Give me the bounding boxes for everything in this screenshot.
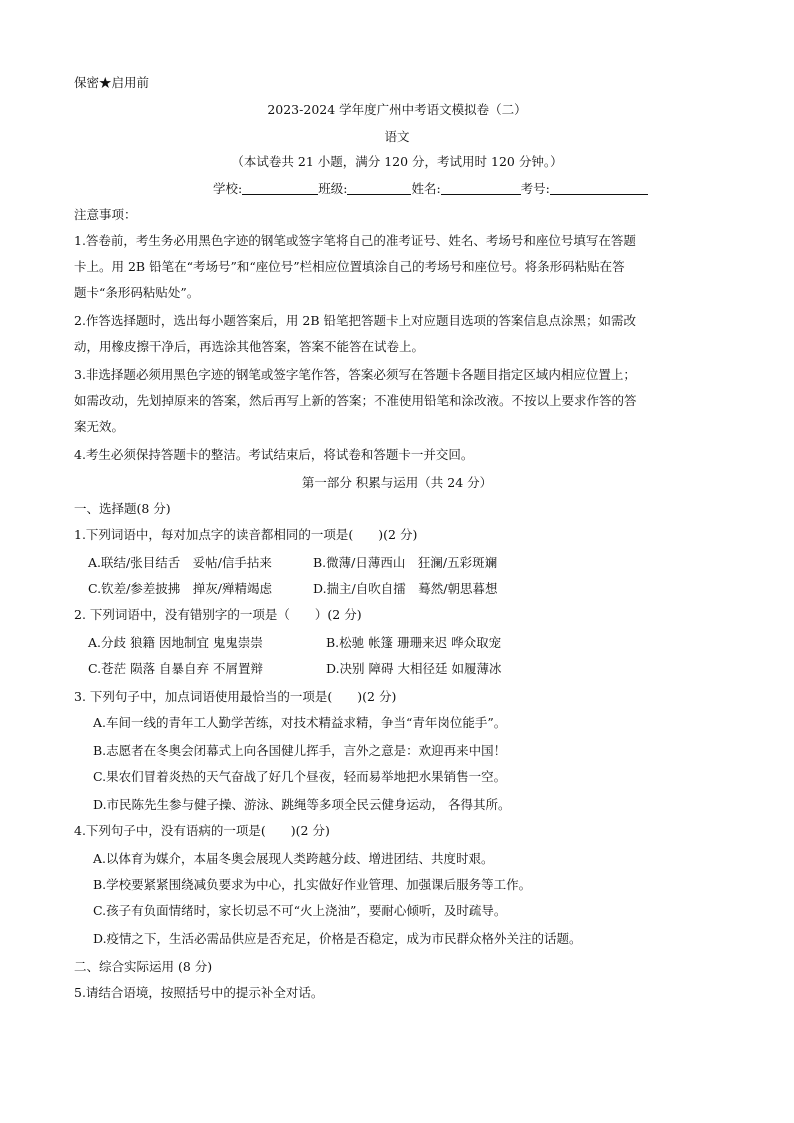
q3-option-d[interactable]: D.市民陈先生参与健子操、游泳、跳绳等多项全民云健身运动， 各得其所。 <box>93 797 511 812</box>
exam-no-label: 考号: <box>520 181 550 196</box>
confidential-label: 保密★启用前 <box>74 75 150 90</box>
student-info-row <box>213 180 648 198</box>
notice-line: 3.非选择题必须用黑色字迹的钢笔或签字笔作答，答案必须写在答题卡各题目指定区域内相应位置上； <box>74 367 636 382</box>
name-blank[interactable] <box>441 181 521 195</box>
school-blank[interactable] <box>242 181 318 195</box>
notice-line: 题卡“条形码粘贴处”。 <box>74 285 200 300</box>
exam-title: 2023-2024 学年度广州中考语文模拟卷（二） <box>267 102 527 117</box>
q4-option-d[interactable]: D.疫情之下，生活必需品供应是否充足，价格是否稳定，成为市民群众格外关注的话题。 <box>93 931 582 946</box>
exam-no-blank[interactable] <box>550 181 648 195</box>
q1-option-b[interactable]: B.微薄/日薄西山 狂澜/五彩斑斓 <box>313 555 498 570</box>
q2-option-b[interactable]: B.松驰 帐篷 珊珊来迟 哗众取宠 <box>326 635 502 650</box>
q3-stem: 3. 下列句子中，加点词语使用最恰当的一项是( )(2 分) <box>74 689 397 704</box>
q3-option-c[interactable]: C.果农们冒着炎热的天气奋战了好几个昼夜，轻而易举地把水果销售一空。 <box>93 769 507 784</box>
class-label: 班级: <box>318 181 348 196</box>
subject-label: 语文 <box>384 129 410 144</box>
q2-option-a[interactable]: A.分歧 狼籍 因地制宜 鬼鬼崇崇 <box>88 635 263 650</box>
q2-stem: 2. 下列词语中，没有错别字的一项是（ ）(2 分) <box>74 607 362 622</box>
notice-heading: 注意事项： <box>74 207 137 222</box>
notice-line: 1.答卷前，考生务必用黑色字迹的钢笔或签字笔将自己的准考证号、姓名、考场号和座位号填写在答题 <box>74 233 636 248</box>
q4-option-c[interactable]: C.孩子有负面情绪时，家长切忌不可“火上浇油”，要耐心倾听，及时疏导。 <box>93 903 507 918</box>
name-label: 姓名: <box>411 181 441 196</box>
notice-line: 如需改动，先划掉原来的答案，然后再写上新的答案；不准使用铅笔和涂改液。不按以上要求作答的答 <box>74 393 637 408</box>
q4-option-a[interactable]: A.以体育为媒介，本届冬奥会展现人类跨越分歧、增进团结、共度时艰。 <box>93 851 494 866</box>
q2-option-c[interactable]: C.苍茫 陨落 自暴自弃 不屑置辩 <box>88 661 264 676</box>
section1-heading: 一、选择题(8 分) <box>74 501 171 516</box>
q2-option-d[interactable]: D.决别 障碍 大相径廷 如履薄冰 <box>326 661 502 676</box>
section2-heading: 二、综合实际运用 (8 分) <box>74 959 213 974</box>
notice-line: 卡上。用 2B 铅笔在“考场号”和“座位号”栏相应位置填涂自己的考场号和座位号。将条形码粘贴在答 <box>74 259 625 274</box>
class-blank[interactable] <box>347 181 411 195</box>
q1-option-d[interactable]: D.揣主/自吹自擂 蓦然/朝思暮想 <box>313 581 498 596</box>
q3-option-a[interactable]: A.车间一线的青年工人勤学苦练，对技术精益求精，争当“青年岗位能手”。 <box>93 715 507 730</box>
notice-line: 2.作答选择题时，选出每小题答案后，用 2B 铅笔把答题卡上对应题目选项的答案信息点涂黑；如需改 <box>74 313 637 328</box>
notice-line: 动，用橡皮擦干净后，再选涂其他答案，答案不能答在试卷上。 <box>74 339 425 354</box>
q5-stem: 5.请结合语境，按照括号中的提示补全对话。 <box>74 985 324 1000</box>
q4-option-b[interactable]: B.学校要紧紧围绕减负要求为中心，扎实做好作业管理、加强课后服务等工作。 <box>93 877 532 892</box>
notice-line: 案无效。 <box>74 419 125 434</box>
part1-title: 第一部分 积累与运用（共 24 分） <box>301 475 493 490</box>
notice-line: 4.考生必须保持答题卡的整洁。考试结束后，将试卷和答题卡一并交回。 <box>74 447 474 462</box>
q3-option-b[interactable]: B.志愿者在冬奥会闭幕式上向各国健儿挥手，言外之意是：欢迎再来中国！ <box>93 743 507 758</box>
q1-option-a[interactable]: A.联结/张目结舌 妥帖/信手拈来 <box>88 555 272 570</box>
q1-stem: 1.下列词语中，每对加点字的读音都相同的一项是( )(2 分) <box>74 527 418 542</box>
q1-option-c[interactable]: C.钦差/参差披拂 掸灰/殚精竭虑 <box>88 581 273 596</box>
school-label: 学校: <box>213 181 243 196</box>
q4-stem: 4.下列句子中，没有语病的一项是( )(2 分) <box>74 823 330 838</box>
exam-info: （本试卷共 21 小题，满分 120 分，考试用时 120 分钟。） <box>231 154 563 169</box>
